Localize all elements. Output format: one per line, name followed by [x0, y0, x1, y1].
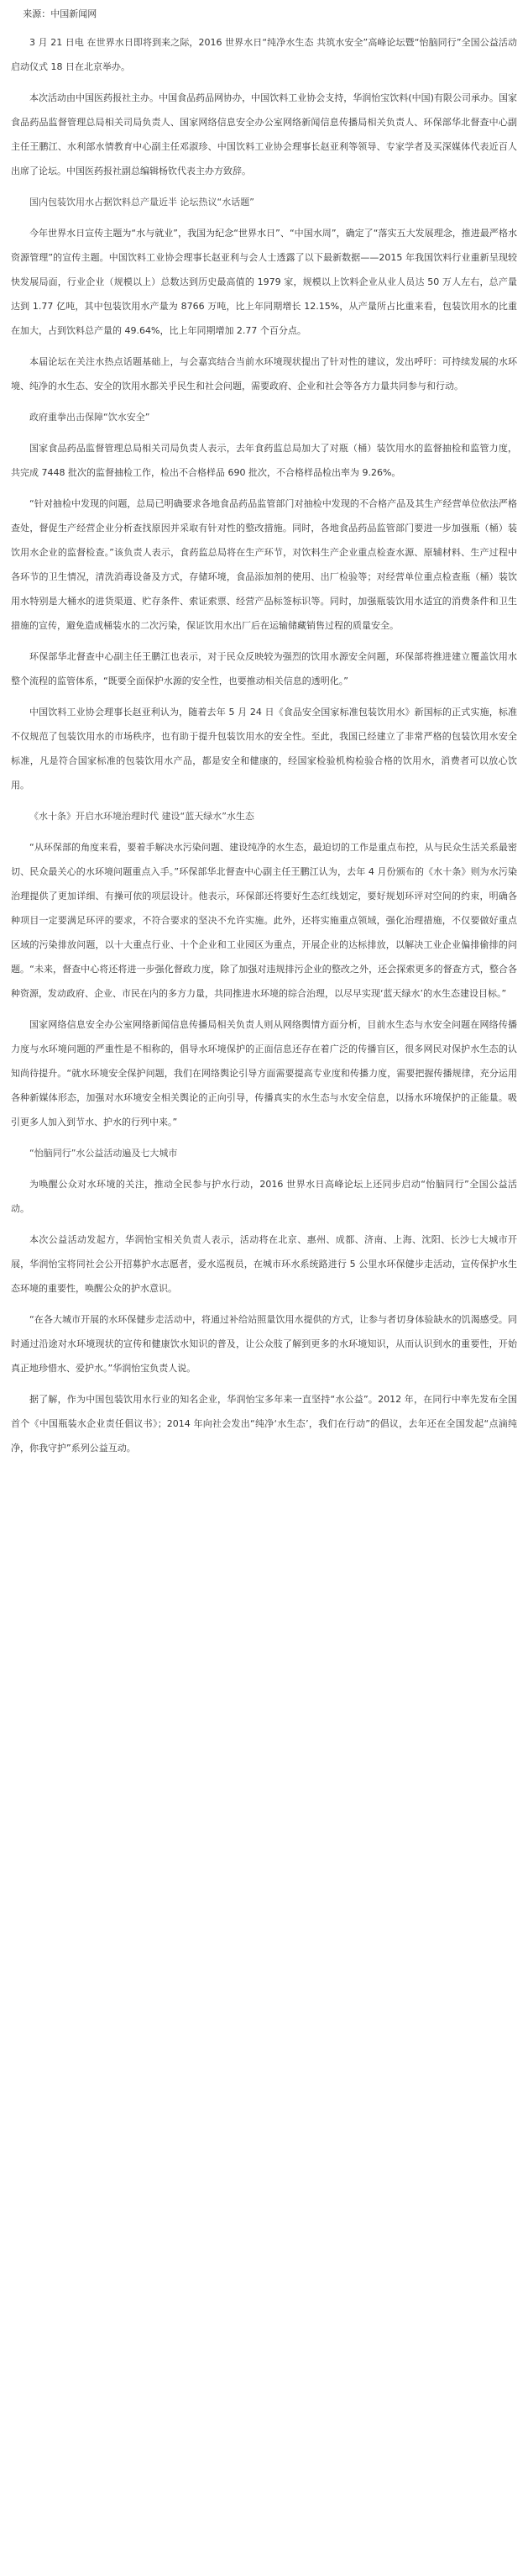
- article-paragraph: 国家网络信息安全办公室网络新闻信息传播局相关负责人则从网络舆情方面分析，目前水生态与水安全问题在网络传播力度与水环境问题的严重性是不相称的，倡导水环境保护的正面信息还存在着广泛的传播盲区，很多网民对保护水生态的认知尚待提升。“就水环境安全保护问题，我们在网络舆论引导方面需要提高专业度和传播力度，需要把握传播规律，充分运用各种新媒体形态，加强对水环境安全相关舆论的正向引导，传播真实的水生态与水安全信息，以扬水环境保护的正能量。吸引更多人加入到节水、护水的行列中来。”: [11, 1019, 517, 1128]
- article-paragraph: 本次公益活动发起方，华润怡宝相关负责人表示，活动将在北京、惠州、成都、济南、上海、沈阳、长沙七大城市开展，华润怡宝将同社会公开招募护水志愿者，爱水巡视员，在城市环水系统路进行 5 公里水环保健步走活动，宣传保护水生态环境的重要性，唤醒公众的护水意识。: [11, 1234, 517, 1294]
- article-paragraph: 据了解，作为中国包装饮用水行业的知名企业，华润怡宝多年来一直坚持“水公益”。2012 年，在同行中率先发布全国首个《中国瓶装水企业责任倡议书》；2014 年向社会发出“纯净‘水生态’，我们在行动”的倡议，去年还在全国发起“点滴纯净，你我守护”系列公益互动。: [11, 1394, 517, 1454]
- article-paragraph: 为唤醒公众对水环境的关注，推动全民参与护水行动，2016 世界水日高峰论坛上还同步启动“怡脑同行”全国公益活动。: [11, 1179, 517, 1214]
- article-paragraph: 今年世界水日宣传主题为“水与就业”，我国为纪念“世界水日”、“中国水周”，确定了“落实五大发展理念，推进最严格水资源管理”的宣传主题。中国饮料工业协会理事长赵亚利与会人士透露了以下最新数据——2015 年我国饮料行业重新呈现较快发展局面，行业企业（规模以上）总数达到历史最高值的 1979 家，规模以上饮料企业从业人员达 50 万人左右，总产量达到 1.77 亿吨，其中包装饮用水产量为 8766 万吨，比上年同期增长 12.15%，从产量所占比重来看，包装饮用水的比重在加大，占到饮料总产量的 49.64%，比上年同期增加 2.77 个百分点。: [11, 228, 517, 336]
- article-paragraph: 中国饮料工业协会理事长赵亚利认为，随着去年 5 月 24 日《食品安全国家标准包装饮用水》新国标的正式实施，标准不仅规范了包装饮用水的市场秩序，也有助于提升包装饮用水的安全性。至此，我国已经建立了非常严格的包装饮用水安全标准，凡是符合国家标准的包装饮用水产品，都是安全和健康的，经国家检验机构检验合格的饮用水，消费者可以放心饮用。: [11, 707, 517, 791]
- article-paragraph: “在各大城市开展的水环保健步走活动中，将通过补给站照量饮用水提供的方式，让参与者切身体验缺水的饥渴感受。同时通过沿途对水环境现状的宣传和健康饮水知识的普及，让公众肢了解到更多的水环境知识，从而认识到水的重要性，开始真正地珍惜水、爱护水。”华润怡宝负责人说。: [11, 1314, 517, 1374]
- article-paragraph: 3 月 21 日电 在世界水日即将到来之际，2016 世界水日“纯净水生态 共筑水安全”高峰论坛暨“怡脑同行”全国公益活动启动仪式 18 日在北京举办。: [11, 37, 517, 72]
- section-heading: 政府重拳出击保障“饮水安全”: [29, 412, 150, 423]
- section-heading: “怡脑同行”水公益活动遍及七大城市: [29, 1148, 178, 1159]
- article-paragraph: 环保部华北督查中心副主任王鹏江也表示，对于民众反映较为强烈的饮用水源安全问题，环保部将推进建立覆盖饮用水整个流程的监管体系，“既要全面保护水源的安全性，也要推动相关信息的透明化。”: [11, 651, 517, 686]
- article-paragraph: 国家食品药品监督管理总局相关司局负责人表示，去年食药监总局加大了对瓶（桶）装饮用水的监督抽检和监管力度，共完成 7448 批次的监督抽检工作，检出不合格样品 690 批次，不合格样品检出率为 9.26%。: [11, 443, 517, 478]
- article-paragraph: 本次活动由中国医药报社主办。中国食品药品网协办，中国饮料工业协会支持，华润怡宝饮料(中国)有限公司承办。国家食品药品监督管理总局相关司局负责人、国家网络信息安全办公室网络新闻信息传播局相关负责人、环保部华北督查中心副主任王鹏江、水利部水情教育中心副主任邓淑珍、中国饮料工业协会理事长赵亚利等领导、专家学者及买深媒体代表近百人出席了论坛。中国医药报社副总编辑杨钦代表主办方致辞。: [11, 92, 517, 176]
- section-heading: 国内包装饮用水占据饮料总产量近半 论坛热议“水话题”: [29, 197, 254, 208]
- article-paragraph: “针对抽检中发现的问题，总局已明确要求各地食品药品监管部门对抽检中发现的不合格产品及其生产经营单位依法严格查处，督促生产经营企业分析查找原因并采取有针对性的整改措施。同时，各地食品药品监管部门要进一步加强瓶（桶）装饮用水企业的监督检查。”该负责人表示，食药监总局将在生产环节，对饮料生产企业重点检查水源、原辅材料、生产过程中各环节的卫生情况，清洗消毒设备及方式，存储环境，食品添加剂的使用、出厂检验等；对经营单位重点检查瓶（桶）装饮用水特别是大桶水的进货渠道、贮存条件、索证索票、经营产品标签标识等。同时，加强瓶装饮用水适宜的消费条件和卫生措施的宣传，避免造成桶装水的二次污染，保证饮用水出厂后在运输储藏销售过程的质量安全。: [11, 498, 517, 631]
- article-paragraph: “从环保部的角度来看，要着手解决水污染问题、建设纯净的水生态，最迫切的工作是重点布控，从与民众生活关系最密切、民众最关心的水环境问题重点入手。”环保部华北督查中心副主任王鹏江认为，去年 4 月份颁布的《水十条》则为水污染治理提供了更加详细、有操可依的项层设计。他表示，环保部还将要好生态红线划定，要好规划环评对空间的约束，明确各种项目一定要满足环评的要求，不符合要求的坚决不允许实施。此外，还将实施重点领域，强化治理措施，不仅要做好重点区域的污染排放问题，以十大重点行业、十个企业和工业园区为重点，开展企业的达标排放，以解决工业企业偏排偷排的问题。“未来，督查中心将还将进一步强化督政力度，除了加强对违规排污企业的整改之外，还会探索更多的督查方式，整合各种资源，发动政府、企业、市民在内的多方力量，共同推进水环境的综合治理，以尽早实现‘蓝天绿水’的水生态建设目标。”: [11, 842, 517, 999]
- article-paragraph: 本届论坛在关注水热点话题基础上，与会嘉宾结合当前水环境现状提出了针对性的建议，发出呼吁：可持续发展的水环境、纯净的水生态、安全的饮用水都关乎民生和社会问题，需要政府、企业和社会等各方力量共同参与和行动。: [11, 356, 517, 392]
- article-source: 来源：中国新闻网: [23, 8, 97, 19]
- section-heading: 《水十条》开启水环境治理时代 建设“蓝天绿水”水生态: [29, 811, 254, 822]
